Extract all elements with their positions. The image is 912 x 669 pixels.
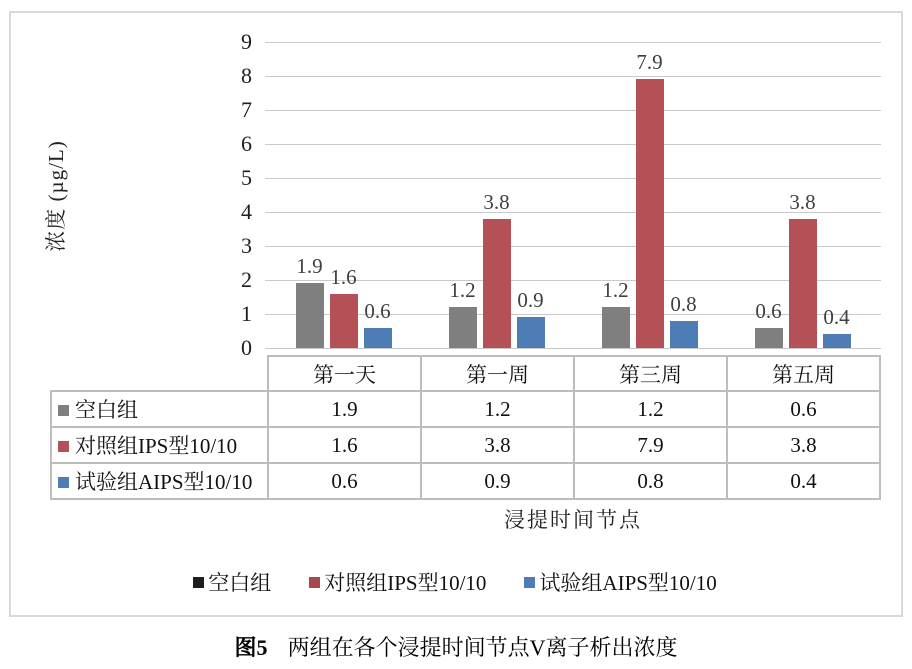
legend-marker-icon bbox=[524, 577, 535, 588]
table-category-header: 第三周 bbox=[574, 356, 727, 391]
bar-第一周-试验组AIPS型10/10 bbox=[517, 317, 545, 348]
gridline bbox=[265, 76, 881, 77]
legend-item bbox=[193, 567, 271, 597]
series-marker-icon bbox=[58, 477, 69, 488]
figure-caption-number: 图5 bbox=[234, 635, 268, 660]
table-value-cell: 0.6 bbox=[268, 463, 421, 499]
table-category-header: 第五周 bbox=[727, 356, 880, 391]
y-tick-label: 7 bbox=[241, 97, 252, 122]
table-row bbox=[51, 391, 880, 427]
legend-marker-icon bbox=[193, 577, 204, 588]
bar-第一天-空白组 bbox=[296, 283, 324, 348]
y-tick-label: 1 bbox=[241, 301, 252, 326]
bar-第三周-空白组 bbox=[602, 307, 630, 348]
table-series-label-cell bbox=[51, 391, 268, 427]
y-tick-label: 3 bbox=[241, 233, 252, 258]
table-category-header: 第一周 bbox=[421, 356, 574, 391]
bar-value-label: 0.6 bbox=[755, 298, 782, 323]
table-value-cell: 1.9 bbox=[268, 391, 421, 427]
series-marker-icon bbox=[58, 441, 69, 452]
gridline bbox=[265, 178, 881, 179]
legend-label: 空白组 bbox=[208, 571, 272, 595]
y-tick-label: 9 bbox=[241, 29, 252, 54]
gridline bbox=[265, 144, 881, 145]
legend-label: 对照组IPS型10/10 bbox=[324, 571, 487, 595]
series-name-label: 试验组AIPS型10/10 bbox=[75, 470, 253, 494]
figure-caption-text: 两组在各个浸提时间节点V离子析出浓度 bbox=[287, 635, 678, 660]
y-tick-label: 8 bbox=[241, 63, 252, 88]
table-value-cell: 1.2 bbox=[421, 391, 574, 427]
series-name-label: 对照组IPS型10/10 bbox=[75, 434, 238, 458]
bar-第五周-空白组 bbox=[755, 328, 783, 348]
legend-item bbox=[309, 567, 486, 597]
bar-value-label: 0.6 bbox=[364, 298, 391, 323]
bar-value-label: 1.6 bbox=[330, 264, 357, 289]
bar-value-label: 0.4 bbox=[823, 305, 850, 330]
bar-第一周-空白组 bbox=[449, 307, 477, 348]
table-value-cell: 1.2 bbox=[574, 391, 727, 427]
bar-value-label: 1.9 bbox=[296, 254, 323, 279]
table-row bbox=[51, 427, 880, 463]
figure-caption bbox=[0, 631, 912, 662]
table-value-cell: 3.8 bbox=[727, 427, 880, 463]
legend-label: 试验组AIPS型10/10 bbox=[539, 571, 717, 595]
y-tick-label: 5 bbox=[241, 165, 252, 190]
gridline bbox=[265, 348, 881, 349]
table-value-cell: 0.6 bbox=[727, 391, 880, 427]
table-series-label-cell bbox=[51, 427, 268, 463]
bar-第一天-试验组AIPS型10/10 bbox=[364, 328, 392, 348]
bar-value-label: 1.2 bbox=[602, 278, 629, 303]
y-tick-label: 0 bbox=[241, 335, 252, 360]
legend-item bbox=[524, 567, 716, 597]
bar-value-label: 0.8 bbox=[670, 291, 697, 316]
table-value-cell: 1.6 bbox=[268, 427, 421, 463]
table-value-cell: 3.8 bbox=[421, 427, 574, 463]
y-tick-label: 2 bbox=[241, 267, 252, 292]
x-axis-title: 浸提时间节点 bbox=[504, 508, 642, 532]
table-value-cell: 7.9 bbox=[574, 427, 727, 463]
data-table bbox=[50, 355, 881, 500]
bar-value-label: 3.8 bbox=[789, 189, 816, 214]
table-row bbox=[51, 463, 880, 499]
table-value-cell: 0.4 bbox=[727, 463, 880, 499]
series-marker-icon bbox=[58, 405, 69, 416]
bar-第一周-对照组IPS型10/10 bbox=[483, 219, 511, 348]
gridline bbox=[265, 42, 881, 43]
bar-第五周-试验组AIPS型10/10 bbox=[823, 334, 851, 348]
table-value-cell: 0.9 bbox=[421, 463, 574, 499]
series-name-label: 空白组 bbox=[75, 398, 138, 422]
chart-legend bbox=[9, 567, 901, 597]
table-value-cell: 0.8 bbox=[574, 463, 727, 499]
y-axis-title: 浓度 (µg/L) bbox=[44, 140, 68, 252]
legend-marker-icon bbox=[309, 577, 320, 588]
bar-value-label: 0.9 bbox=[517, 288, 544, 313]
bar-value-label: 3.8 bbox=[483, 189, 510, 214]
gridline bbox=[265, 110, 881, 111]
table-blank-corner bbox=[51, 356, 268, 391]
y-tick-label: 6 bbox=[241, 131, 252, 156]
bar-value-label: 7.9 bbox=[636, 50, 663, 75]
bar-第三周-试验组AIPS型10/10 bbox=[670, 321, 698, 348]
y-tick-label: 4 bbox=[241, 199, 252, 224]
table-series-label-cell bbox=[51, 463, 268, 499]
table-category-header: 第一天 bbox=[268, 356, 421, 391]
bar-value-label: 1.2 bbox=[449, 278, 476, 303]
